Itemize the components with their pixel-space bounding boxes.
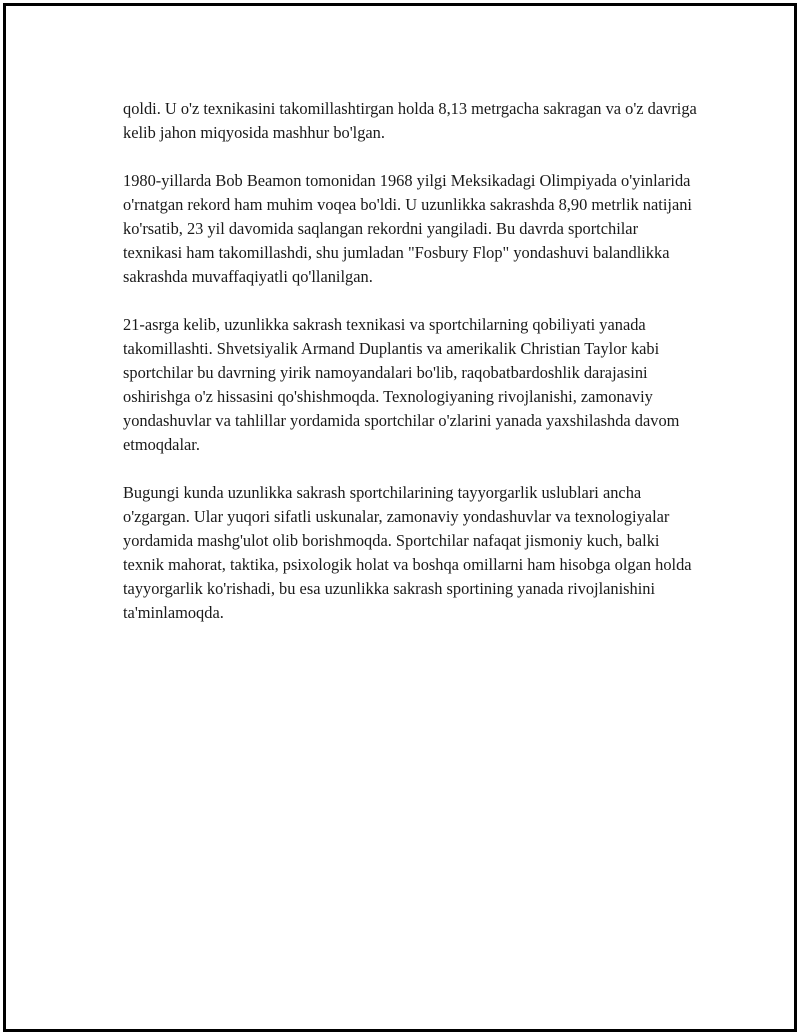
paragraph-1: qoldi. U o'z texnikasini takomillashtirgan holda 8,13 metrgacha sakragan va o'z davriga kelib jahon miqyosida mashhur bo'lgan.	[123, 99, 697, 142]
paragraph-4: Bugungi kunda uzunlikka sakrash sportchilarining tayyorgarlik uslublari ancha o'zgargan. Ular yuqori sifatli uskunalar, zamonaviy yondashuvlar va texnologiyalar yordamida mashg'ulot olib borishmoqda. Sportchilar nafaqat jismoniy kuch, balki texnik mahorat, taktika, psixologik holat va boshqa omillarni ham hisobga olgan holda tayyorgarlik ko'rishadi, bu esa uzunlikka sakrash sportining yanada rivojlanishini ta'minlamoqda.	[123, 483, 692, 622]
paragraph-3: 21-asrga kelib, uzunlikka sakrash texnikasi va sportchilarning qobiliyati yanada takomillashti. Shvetsiyalik Armand Duplantis va amerikalik Christian Taylor kabi sportchilar bu davrning yirik namoyandalari bo'lib, raqobatbardoshlik darajasini oshirishga o'z hissasini qo'shishmoqda. Texnologiyaning rivojlanishi, zamonaviy yondashuvlar va tahlillar yordamida sportchilar o'zlarini yanada yaxshilashda davom etmoqdalar.	[123, 315, 680, 454]
paragraph-2: 1980-yillarda Bob Beamon tomonidan 1968 yilgi Meksikadagi Olimpiyada o'yinlarida o'rnatgan rekord ham muhim voqea bo'ldi. U uzunlikka sakrashda 8,90 metrlik natijani ko'rsatib, 23 yil davomida saqlangan rekordni yangiladi. Bu davrda sportchilar texnikasi ham takomillashdi, shu jumladan "Fosbury Flop" yondashuvi balandlikka sakrashda muvaffaqiyatli qo'llanilgan.	[123, 171, 692, 286]
page-frame	[3, 3, 797, 1032]
page-body	[123, 97, 698, 649]
